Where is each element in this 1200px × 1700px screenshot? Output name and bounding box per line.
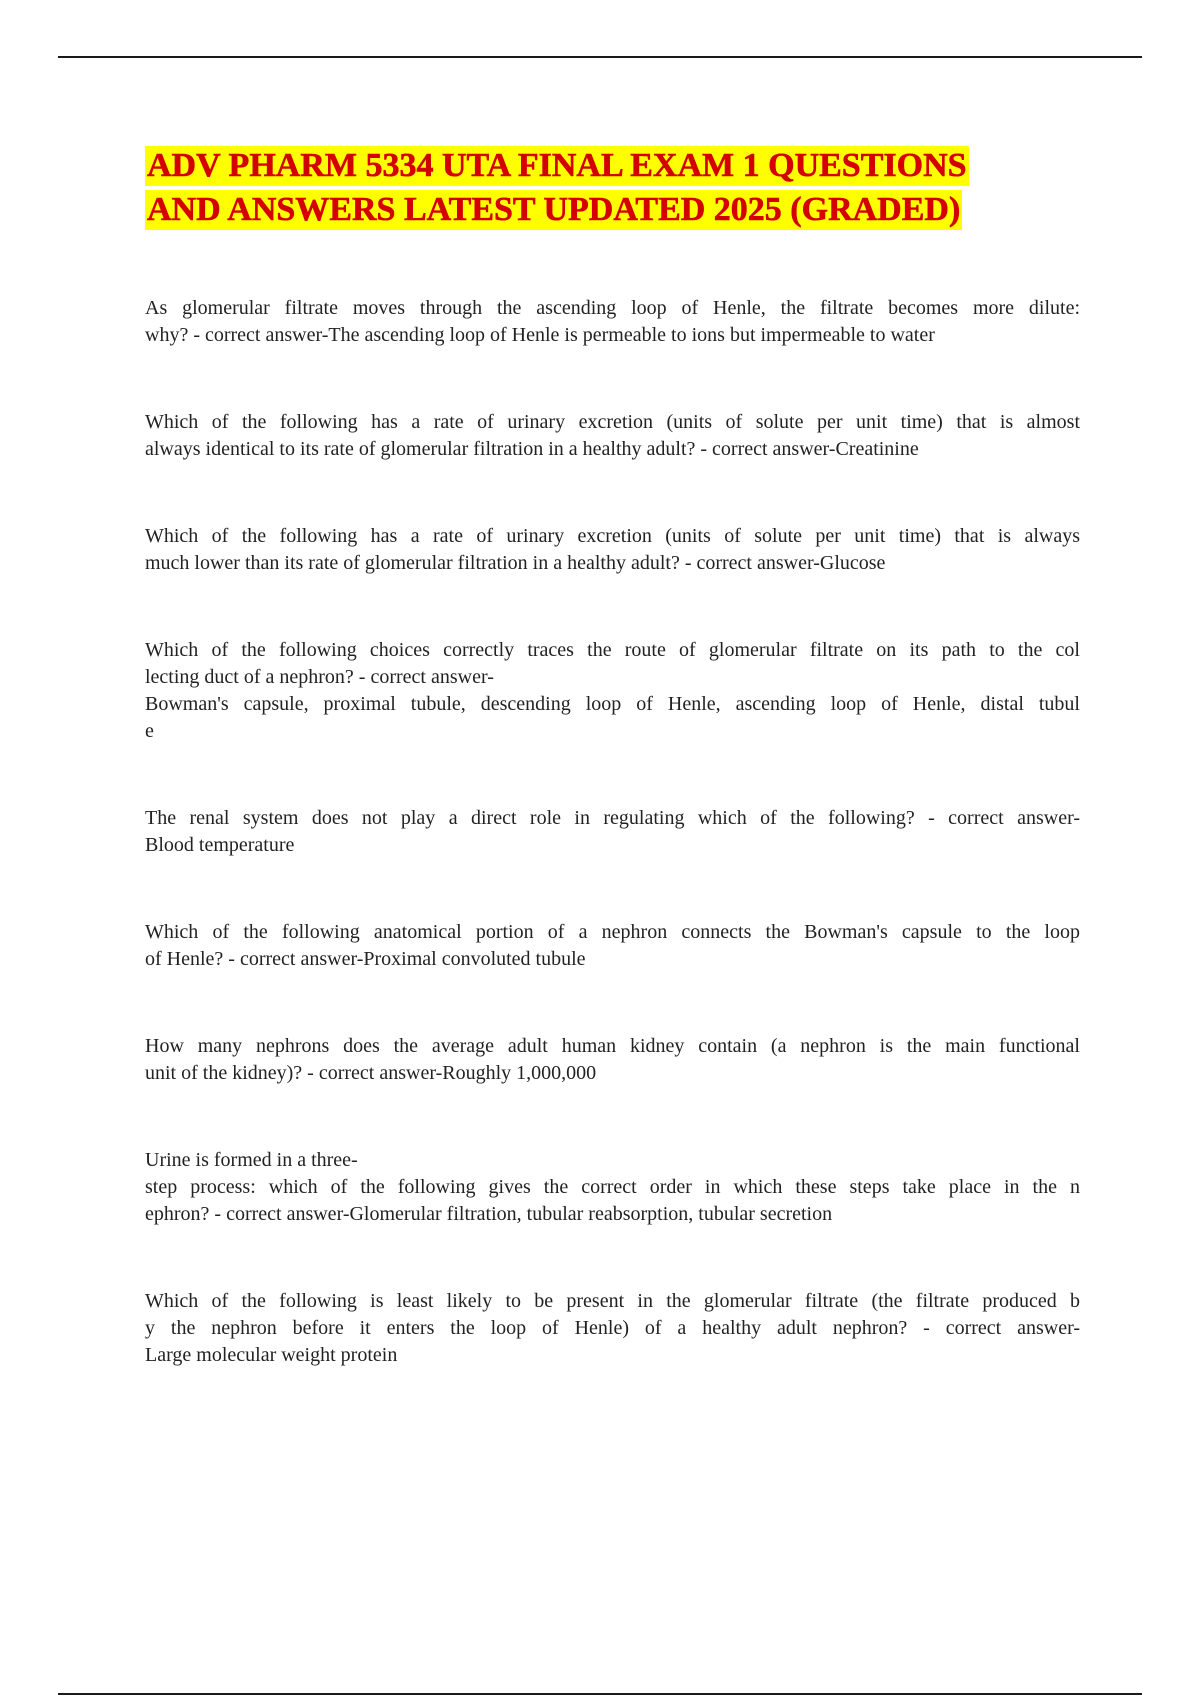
- qa-entry: [145, 295, 1080, 349]
- footer-rule: [58, 1693, 1142, 1695]
- qa-entry: [145, 1147, 1080, 1228]
- qa-line: Which of the following has a rate of urinary excretion (units of solute per unit time) that is always: [145, 525, 1080, 547]
- question-answer-list: [145, 295, 1080, 1429]
- title-line-1: ADV PHARM 5334 UTA FINAL EXAM 1 QUESTIONS: [147, 147, 967, 184]
- qa-entry: [145, 1033, 1080, 1087]
- qa-entry: [145, 637, 1080, 745]
- qa-line: why? - correct answer-The ascending loop of Henle is permeable to ions but impermeable to water: [145, 324, 935, 346]
- qa-line: Urine is formed in a three-: [145, 1149, 358, 1171]
- qa-entry: [145, 805, 1080, 859]
- document-title: [145, 146, 1065, 230]
- qa-line: e: [145, 720, 154, 742]
- header-rule: [58, 56, 1142, 58]
- qa-entry: [145, 523, 1080, 577]
- qa-line: always identical to its rate of glomerular filtration in a healthy adult? - correct answer-Creatinine: [145, 438, 919, 460]
- qa-line: Large molecular weight protein: [145, 1344, 398, 1366]
- qa-line: Which of the following has a rate of urinary excretion (units of solute per unit time) that is almost: [145, 411, 1080, 433]
- qa-line: Bowman's capsule, proximal tubule, descending loop of Henle, ascending loop of Henle, distal tubul: [145, 693, 1080, 715]
- qa-line: Which of the following choices correctly traces the route of glomerular filtrate on its path to the col: [145, 639, 1080, 661]
- qa-line: unit of the kidney)? - correct answer-Roughly 1,000,000: [145, 1062, 597, 1084]
- qa-line: ephron? - correct answer-Glomerular filtration, tubular reabsorption, tubular secretion: [145, 1203, 833, 1225]
- qa-line: much lower than its rate of glomerular filtration in a healthy adult? - correct answer-Glucose: [145, 552, 886, 574]
- title-line-2: AND ANSWERS LATEST UPDATED 2025 (GRADED): [147, 191, 961, 228]
- qa-entry: [145, 1288, 1080, 1369]
- qa-line: Which of the following is least likely to be present in the glomerular filtrate (the filtrate produced b: [145, 1290, 1080, 1312]
- qa-entry: [145, 409, 1080, 463]
- qa-line: Blood temperature: [145, 834, 295, 856]
- qa-line: How many nephrons does the average adult human kidney contain (a nephron is the main functional: [145, 1035, 1080, 1057]
- qa-line: The renal system does not play a direct role in regulating which of the following? - correct answer-: [145, 807, 1080, 829]
- qa-line: step process: which of the following gives the correct order in which these steps take place in the n: [145, 1176, 1080, 1198]
- qa-line: Which of the following anatomical portion of a nephron connects the Bowman's capsule to the loop: [145, 921, 1080, 943]
- qa-line: lecting duct of a nephron? - correct answer-: [145, 666, 494, 688]
- qa-line: As glomerular filtrate moves through the ascending loop of Henle, the filtrate becomes more dilute:: [145, 297, 1080, 319]
- qa-line: y the nephron before it enters the loop of Henle) of a healthy adult nephron? - correct answer-: [145, 1317, 1080, 1339]
- qa-line: of Henle? - correct answer-Proximal convoluted tubule: [145, 948, 586, 970]
- qa-entry: [145, 919, 1080, 973]
